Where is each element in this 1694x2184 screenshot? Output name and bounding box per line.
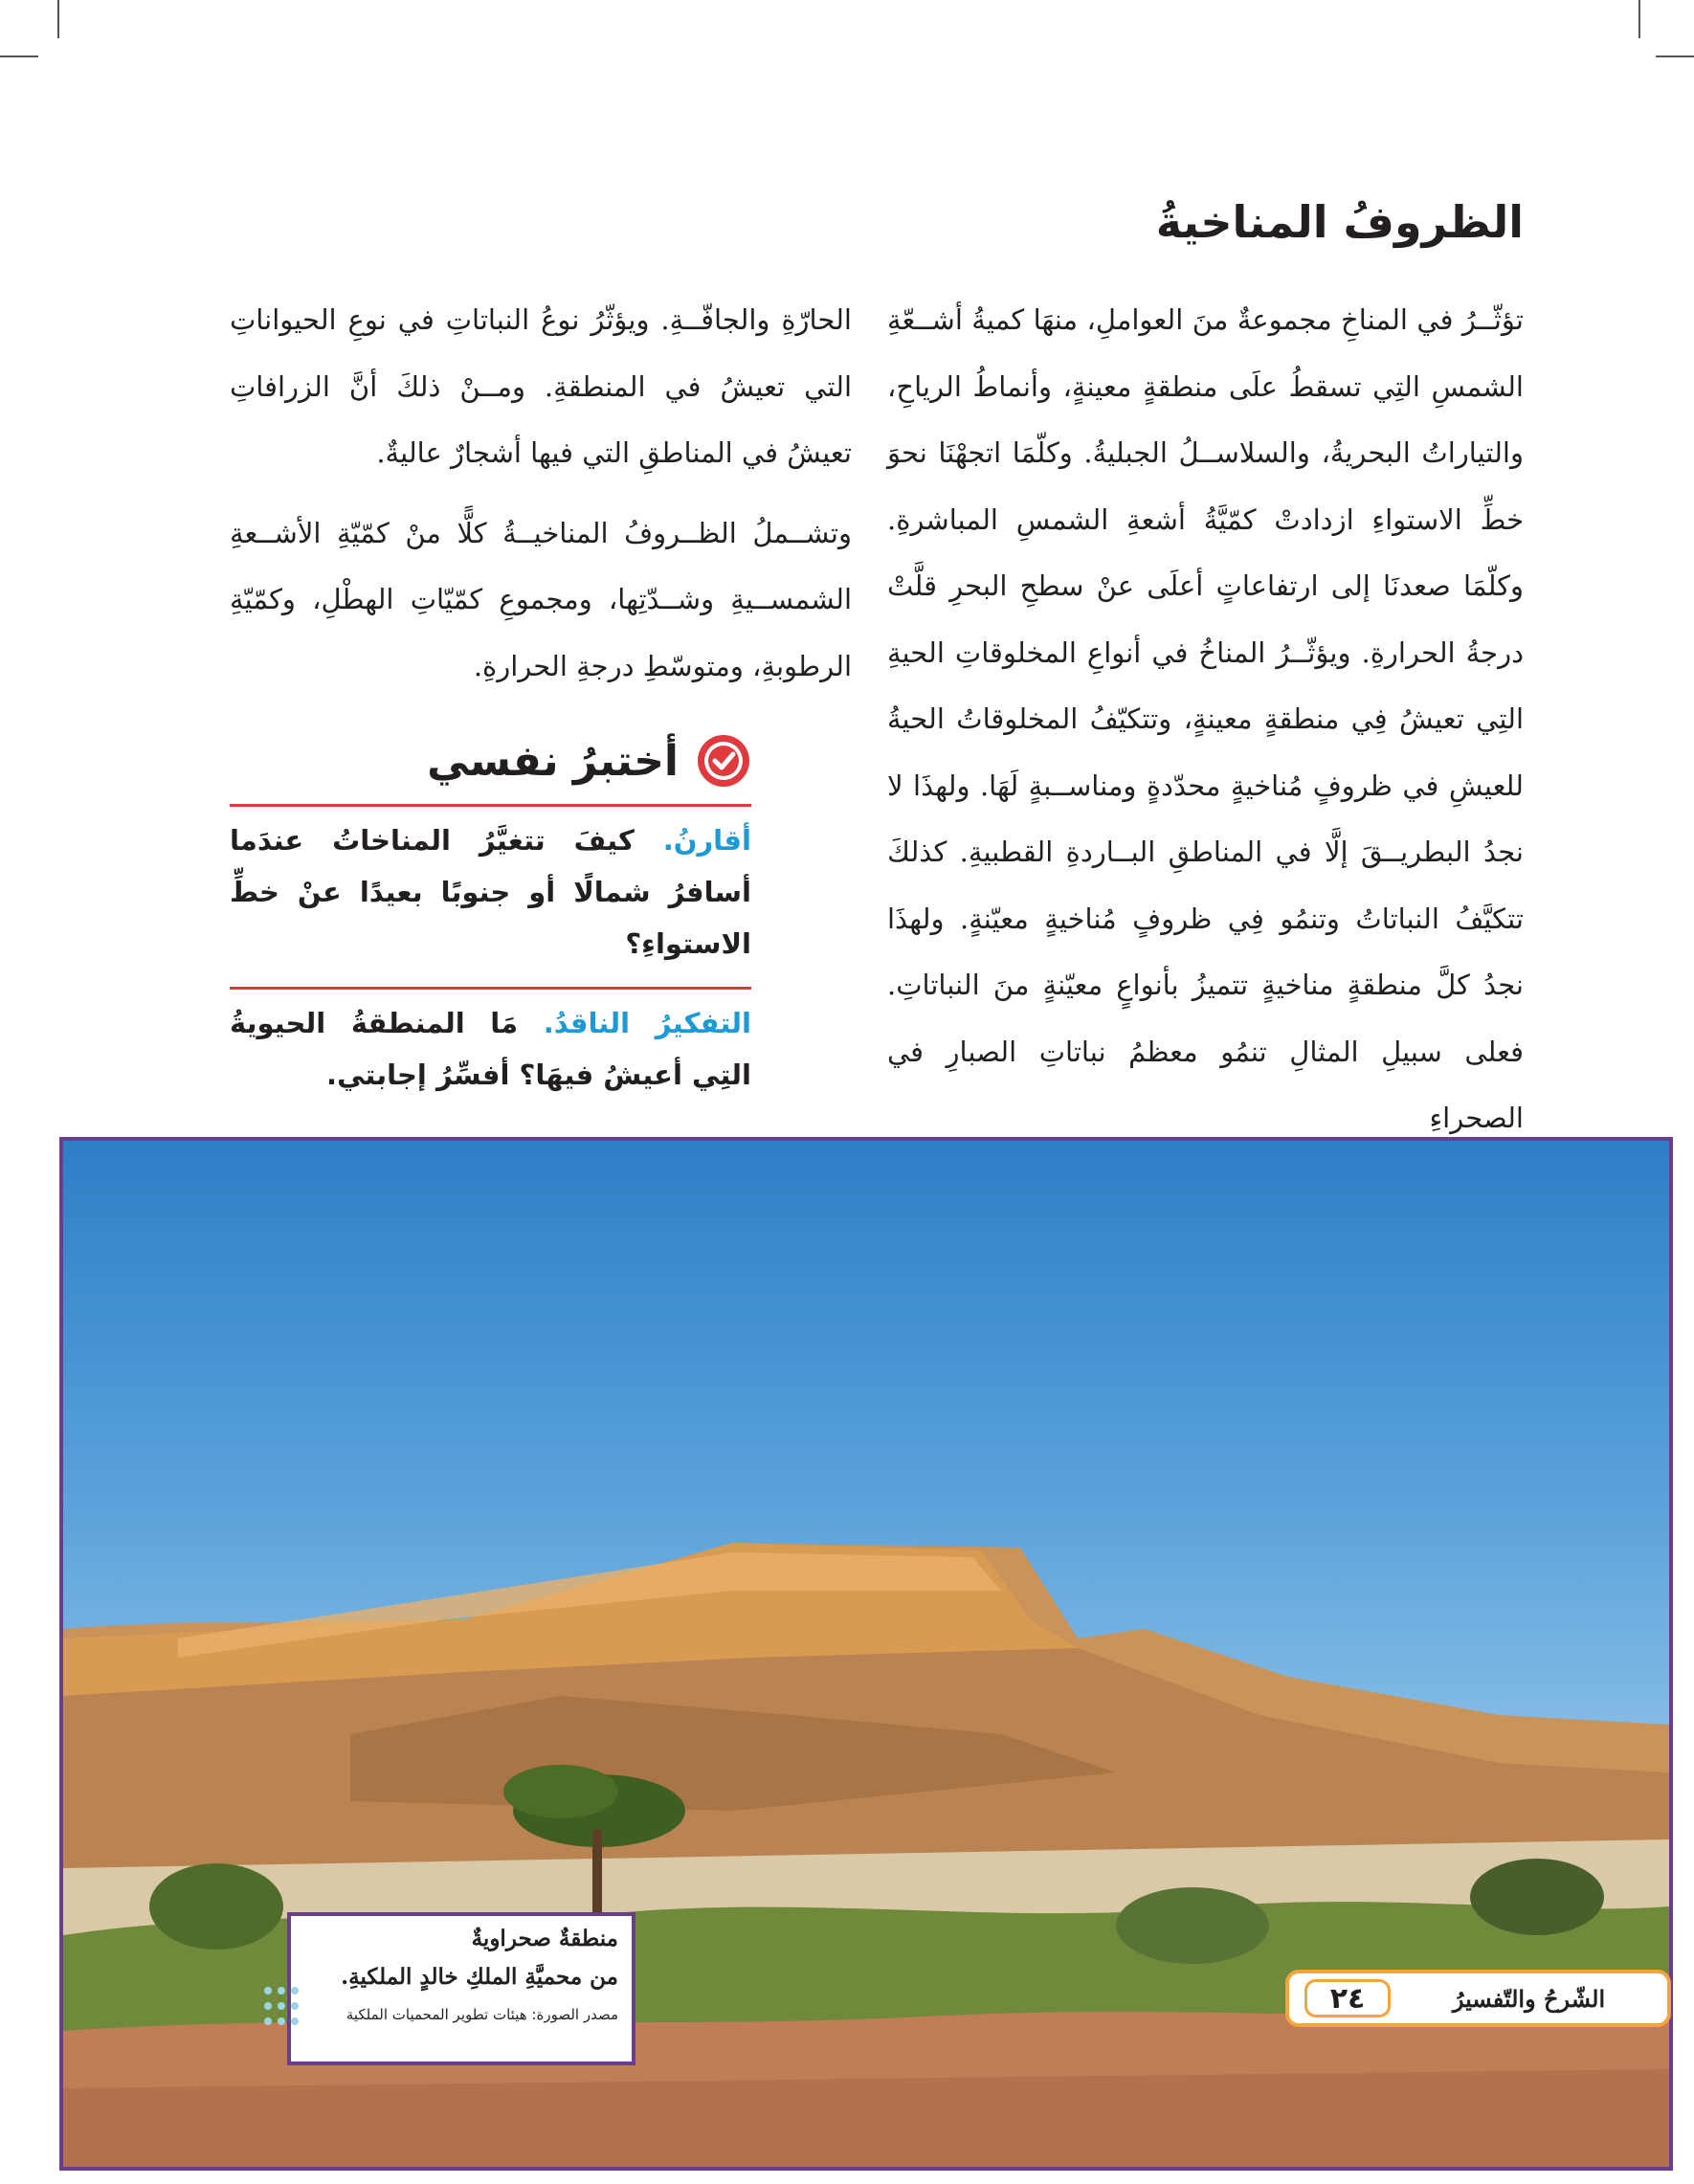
footer-section-label: الشّرحُ والتّفسيرُ: [1452, 1984, 1606, 2013]
crop-mark-top-left-v: [57, 0, 59, 38]
self-test-title: أختبرُ نفسي: [427, 736, 679, 786]
question-text: كيفَ تتغيَّرُ المناخاتُ عندَما أسافرُ شمالًا أو جنوبًا بعيدًا عنْ خطِّ الاستواءِ؟: [230, 824, 751, 960]
question-keyword: التفكيرُ الناقدُ.: [543, 1007, 751, 1039]
left-text-column: [230, 287, 852, 713]
section-heading: الظروفُ المناخيةُ: [1155, 196, 1524, 248]
caption-subtitle: من محميَّةِ الملكِ خالدٍ الملكيةِ.: [341, 1964, 618, 1990]
right-text-column: [887, 287, 1524, 1152]
self-test-header: [230, 727, 751, 794]
question-critical-thinking: [230, 990, 751, 1108]
crop-mark-top-right-v: [1638, 0, 1640, 38]
photo-caption: [287, 1912, 635, 2065]
crop-mark-top-right-h: [1656, 56, 1694, 57]
page-footer: [1285, 1970, 1671, 2027]
body-paragraph: تؤثّــرُ في المناخِ مجموعةٌ منَ العواملِ، منهَا كميةُ أشــعّةِ الشمسِ التِي تسقطُ علَى منطقةٍ معينةٍ، وأنماطُ الرياحِ، والتياراتُ البحريةُ، والسلاســلُ الجبليةُ. وكلّمَا اتجهْنَا نحوَ خطِّ الاستواءِ ازدادتْ كمّيَّةُ أشعةِ الشمسِ المباشرةِ. وكلّمَا صعدنَا إلى ارتفاعاتٍ أعلَى عنْ سطحِ البحرِ قلَّتْ درجةُ الحرارةِ. ويؤثّــرُ المناخُ في أنواعِ المخلوقاتِ الحيةِ التِي تعيشُ فِي منطقةٍ معينةٍ، وتتكيّفُ المخلوقاتُ الحيةُ للعيشِ في ظروفٍ مُناخيةٍ محدّدةٍ ومناســبةٍ لَهَا. ولهذَا لا نجدُ البطريــقَ إلَّا في المناطقِ البــاردةِ القطبيةِ. كذلكَ تتكيَّفُ النباتاتُ وتنمُو فِي ظروفٍ مُناخيةٍ معيّنةٍ. ولهذَا نجدُ كلَّ منطقةٍ مناخيةٍ تتميزُ بأنواعٍ معيّنةٍ منَ النباتاتِ. فعلى سبيلِ المثالِ تنمُو معظمُ نباتاتِ الصبارِ في الصحراءِ: [887, 303, 1524, 1134]
body-paragraph: وتشــملُ الظــروفُ المناخيــةُ كلًّا منْ كمّيّةِ الأشــعةِ الشمســيةِ وشــدّتِها، ومجموعِ كمّيّاتِ الهطْلِ، وكمّيّةِ الرطوبةِ، ومتوسّطِ درجةِ الحرارةِ.: [230, 516, 852, 682]
caption-source: مصدر الصورة: هيئات تطوير المحميات الملكية: [345, 2006, 618, 2023]
page-number: ٢٤: [1304, 1979, 1391, 2017]
question-keyword: أقارنُ.: [662, 824, 751, 857]
question-text: مَا المنطقةُ الحيويةُ التِي أعيشُ فيهَا؟ أفسِّرُ إجابتي.: [230, 1007, 751, 1091]
body-paragraph: الحارّةِ والجافّــةِ. ويؤثّرُ نوعُ النباتاتِ في نوعِ الحيواناتِ التي تعيشُ في المنطقةِ. ومــنْ ذلكَ أنَّ الزرافاتِ تعيشُ في المناطقِ التي فيها أشجارٌ عاليةٌ.: [230, 303, 852, 469]
crop-mark-top-left-h: [0, 56, 38, 57]
decorative-dots-icon: [258, 1981, 316, 2058]
question-compare: [230, 807, 751, 977]
caption-title: منطقةٌ صحراويةٌ: [471, 1926, 618, 1951]
checkmark-icon: [696, 733, 751, 789]
self-test-box: [230, 727, 751, 1108]
